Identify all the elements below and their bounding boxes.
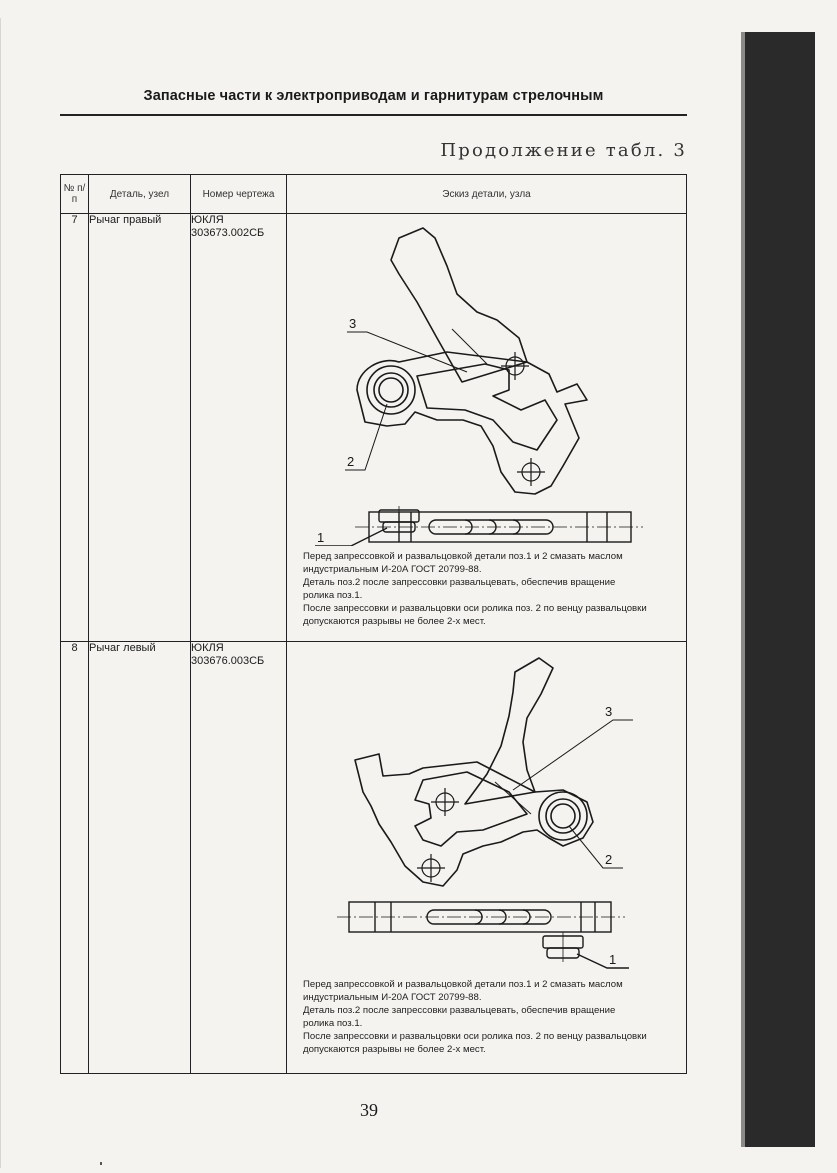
part-name: Рычаг левый	[89, 642, 191, 1074]
callout-1: 1	[609, 952, 617, 967]
assembly-notes	[303, 978, 683, 1056]
page-edge	[0, 18, 1, 1168]
table-row	[61, 214, 687, 642]
callout-3: 3	[349, 316, 357, 331]
note-line: индустриальным И-20А ГОСТ 20799-88.	[303, 992, 482, 1003]
note-line: Деталь поз.2 после запрессовки развальцевать, обеспечив вращение	[303, 1005, 616, 1016]
sketch-cell	[287, 214, 687, 642]
callout-2: 2	[347, 454, 355, 469]
callout-2: 2	[605, 852, 613, 867]
page-number: 39	[360, 1100, 378, 1120]
row-number: 8	[61, 642, 89, 1074]
table-continuation-label: Продолжение табл. 3	[440, 140, 687, 161]
scan-dark-band	[745, 32, 815, 1147]
drawing-number: ЮКЛЯ 303673.002СБ	[191, 214, 287, 642]
note-line: Перед запрессовкой и развальцовкой детали поз.1 и 2 смазать маслом	[303, 979, 623, 990]
running-header: Запасные части к электроприводам и гарнитурам стрелочным	[143, 88, 604, 104]
parts-table	[60, 174, 687, 1074]
column-header-drawing: Номер чертежа	[191, 175, 287, 214]
roller-detail-drawing	[287, 506, 687, 546]
note-line: допускаются разрывы не более 2-х мест.	[303, 1044, 486, 1055]
note-line: допускаются разрывы не более 2-х мест.	[303, 616, 486, 627]
column-header-sketch: Эскиз детали, узла	[287, 175, 687, 214]
note-line: Перед запрессовкой и развальцовкой детали поз.1 и 2 смазать маслом	[303, 551, 623, 562]
note-line: ролика поз.1.	[303, 590, 363, 601]
lever-right-drawing	[287, 214, 687, 544]
note-line: Деталь поз.2 после запрессовки развальцевать, обеспечив вращение	[303, 577, 616, 588]
header-rule	[60, 114, 687, 116]
scan-speck	[100, 1162, 102, 1165]
note-line: После запрессовки и развальцовки оси ролика поз. 2 по венцу развальцовки	[303, 603, 647, 614]
assembly-notes	[303, 550, 683, 628]
note-line: индустриальным И-20А ГОСТ 20799-88.	[303, 564, 482, 575]
column-header-part: Деталь, узел	[89, 175, 191, 214]
sketch-cell	[287, 642, 687, 1074]
note-line: ролика поз.1.	[303, 1018, 363, 1029]
table-header-row	[61, 175, 687, 214]
lever-left-drawing	[287, 642, 687, 942]
note-line: После запрессовки и развальцовки оси ролика поз. 2 по венцу развальцовки	[303, 1031, 647, 1042]
table-row	[61, 642, 687, 1074]
row-number: 7	[61, 214, 89, 642]
callout-1: 1	[317, 530, 325, 545]
callout-3: 3	[605, 704, 613, 719]
drawing-number: ЮКЛЯ 303676.003СБ	[191, 642, 287, 1074]
column-header-number: № п/п	[61, 175, 89, 214]
roller-detail-drawing	[287, 932, 687, 972]
part-name: Рычаг правый	[89, 214, 191, 642]
